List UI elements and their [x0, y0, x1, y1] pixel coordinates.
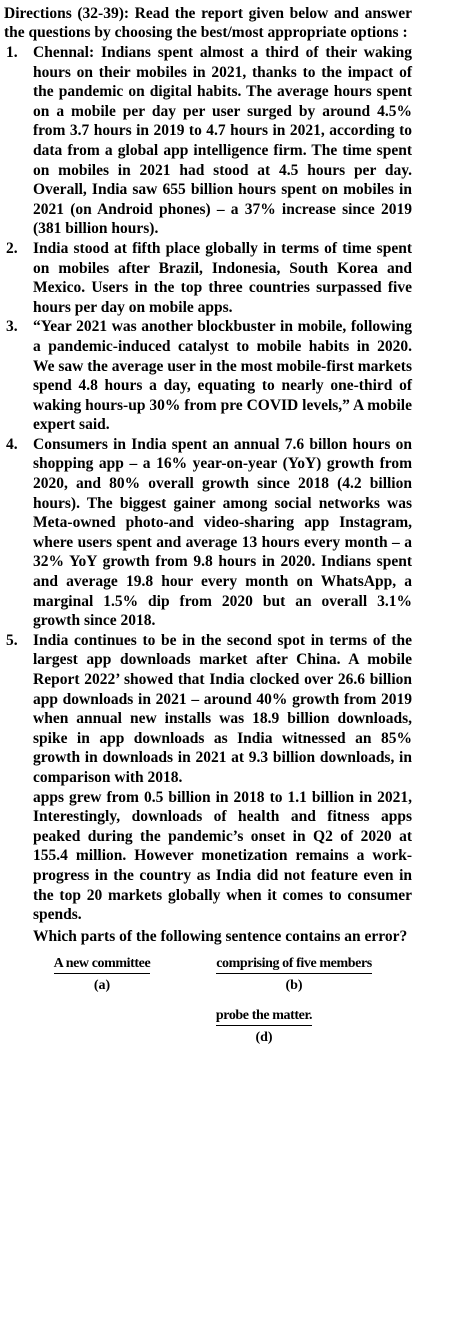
option-a[interactable]	[32, 956, 172, 994]
item-number: 1.	[6, 44, 18, 61]
option-b-label: (b)	[285, 978, 303, 994]
item-number: 3.	[6, 318, 18, 336]
item-text: “Year 2021 was another blockbuster in mobile, following a pandemic-induced catalyst to mobile habits in 2020. We saw the average user in the most mobile-first markets spend 4.8 hours a day, equating to nearly one-third of waking hours-up 30% from pre COVID levels,” A mobile expert said.	[33, 318, 412, 434]
report-item-3	[4, 317, 412, 435]
report-item-2	[4, 239, 412, 317]
report-item-4	[4, 435, 412, 631]
item-number: 4.	[6, 435, 18, 453]
directions-text: Directions (32-39): Read the report given below and answer the questions by choosing the best/most appropriate options :	[4, 5, 412, 41]
document-page	[4, 4, 412, 1056]
option-b[interactable]	[184, 956, 404, 994]
report-item-5	[4, 631, 412, 788]
option-b-text: comprising of five members	[216, 956, 372, 974]
item-text: India stood at fifth place globally in terms of time spent on mobiles after Brazil, Indonesia, South Korea and Mexico. Users in the top three countries surpassed five hours per day on mobile apps.	[33, 239, 412, 316]
option-a-text: A new committee	[54, 956, 151, 974]
option-a-label: (a)	[93, 978, 111, 994]
item-text: Chennal: Indians spent almost a third of their waking hours on their mobiles in 2021, thanks to the impact of the pandemic on digital habits. The average hours spent on a mobile per day per user surged by around 4.5% from 3.7 hours in 2019 to 4.7 hours in 2021, according to data from a global app intelligence firm. The time spent on mobiles in 2021 had stood at 4.5 hours per day. Overall, India saw 655 billion hours spent on mobiles in 2021 (on Android phones) – a 37% increase since 2019 (381 billion hours).	[33, 44, 412, 238]
item-text: Consumers in India spent an annual 7.6 billon hours on shopping app – a 16% year-on-year (YoY) growth from 2020, and 80% overall growth since 2018 (4.2 billion hours). The biggest gainer among social networks was Meta-owned photo-and video-sharing app Instagram, where users spent and average 13 hours every month – a 32% YoY growth from 9.8 hours in 2020. Indians spent and average 19.8 hour every month on WhatsApp, a marginal 1.5% dip from 2020 but an overall 3.1% growth since 2018.	[33, 435, 412, 630]
item-text: India continues to be in the second spot in terms of the largest app downloads market after China. A mobile Report 2022’ showed that India clocked over 26.6 billion app downloads in 2021 – around 40% growth from 2019 when annual new installs was 18.9 billion downloads, spike in app downloads as India witnessed an 85% growth in downloads in 2021 at 9.3 billion downloads, in comparison with 2018.	[33, 631, 412, 786]
option-d-label: (d)	[255, 1030, 273, 1046]
question-text: Which parts of the following sentence contains an error?	[33, 927, 408, 945]
extra-paragraph: apps grew from 0.5 billion in 2018 to 1.1 billion in 2021, Interestingly, downloads of health and fitness apps peaked during the pandemic’s onset in Q2 of 2020 at 155.4 million. However monetization remains a work-progress in the country as India did not feature even in the top 20 markets globally when it comes to consumer spends.	[33, 788, 412, 924]
item-number: 2.	[6, 239, 18, 257]
option-d-text: probe the matter.	[216, 1008, 312, 1026]
answer-options	[4, 946, 412, 1056]
option-d[interactable]	[184, 1008, 344, 1046]
item-number: 5.	[6, 631, 18, 649]
report-item-1	[4, 43, 412, 239]
